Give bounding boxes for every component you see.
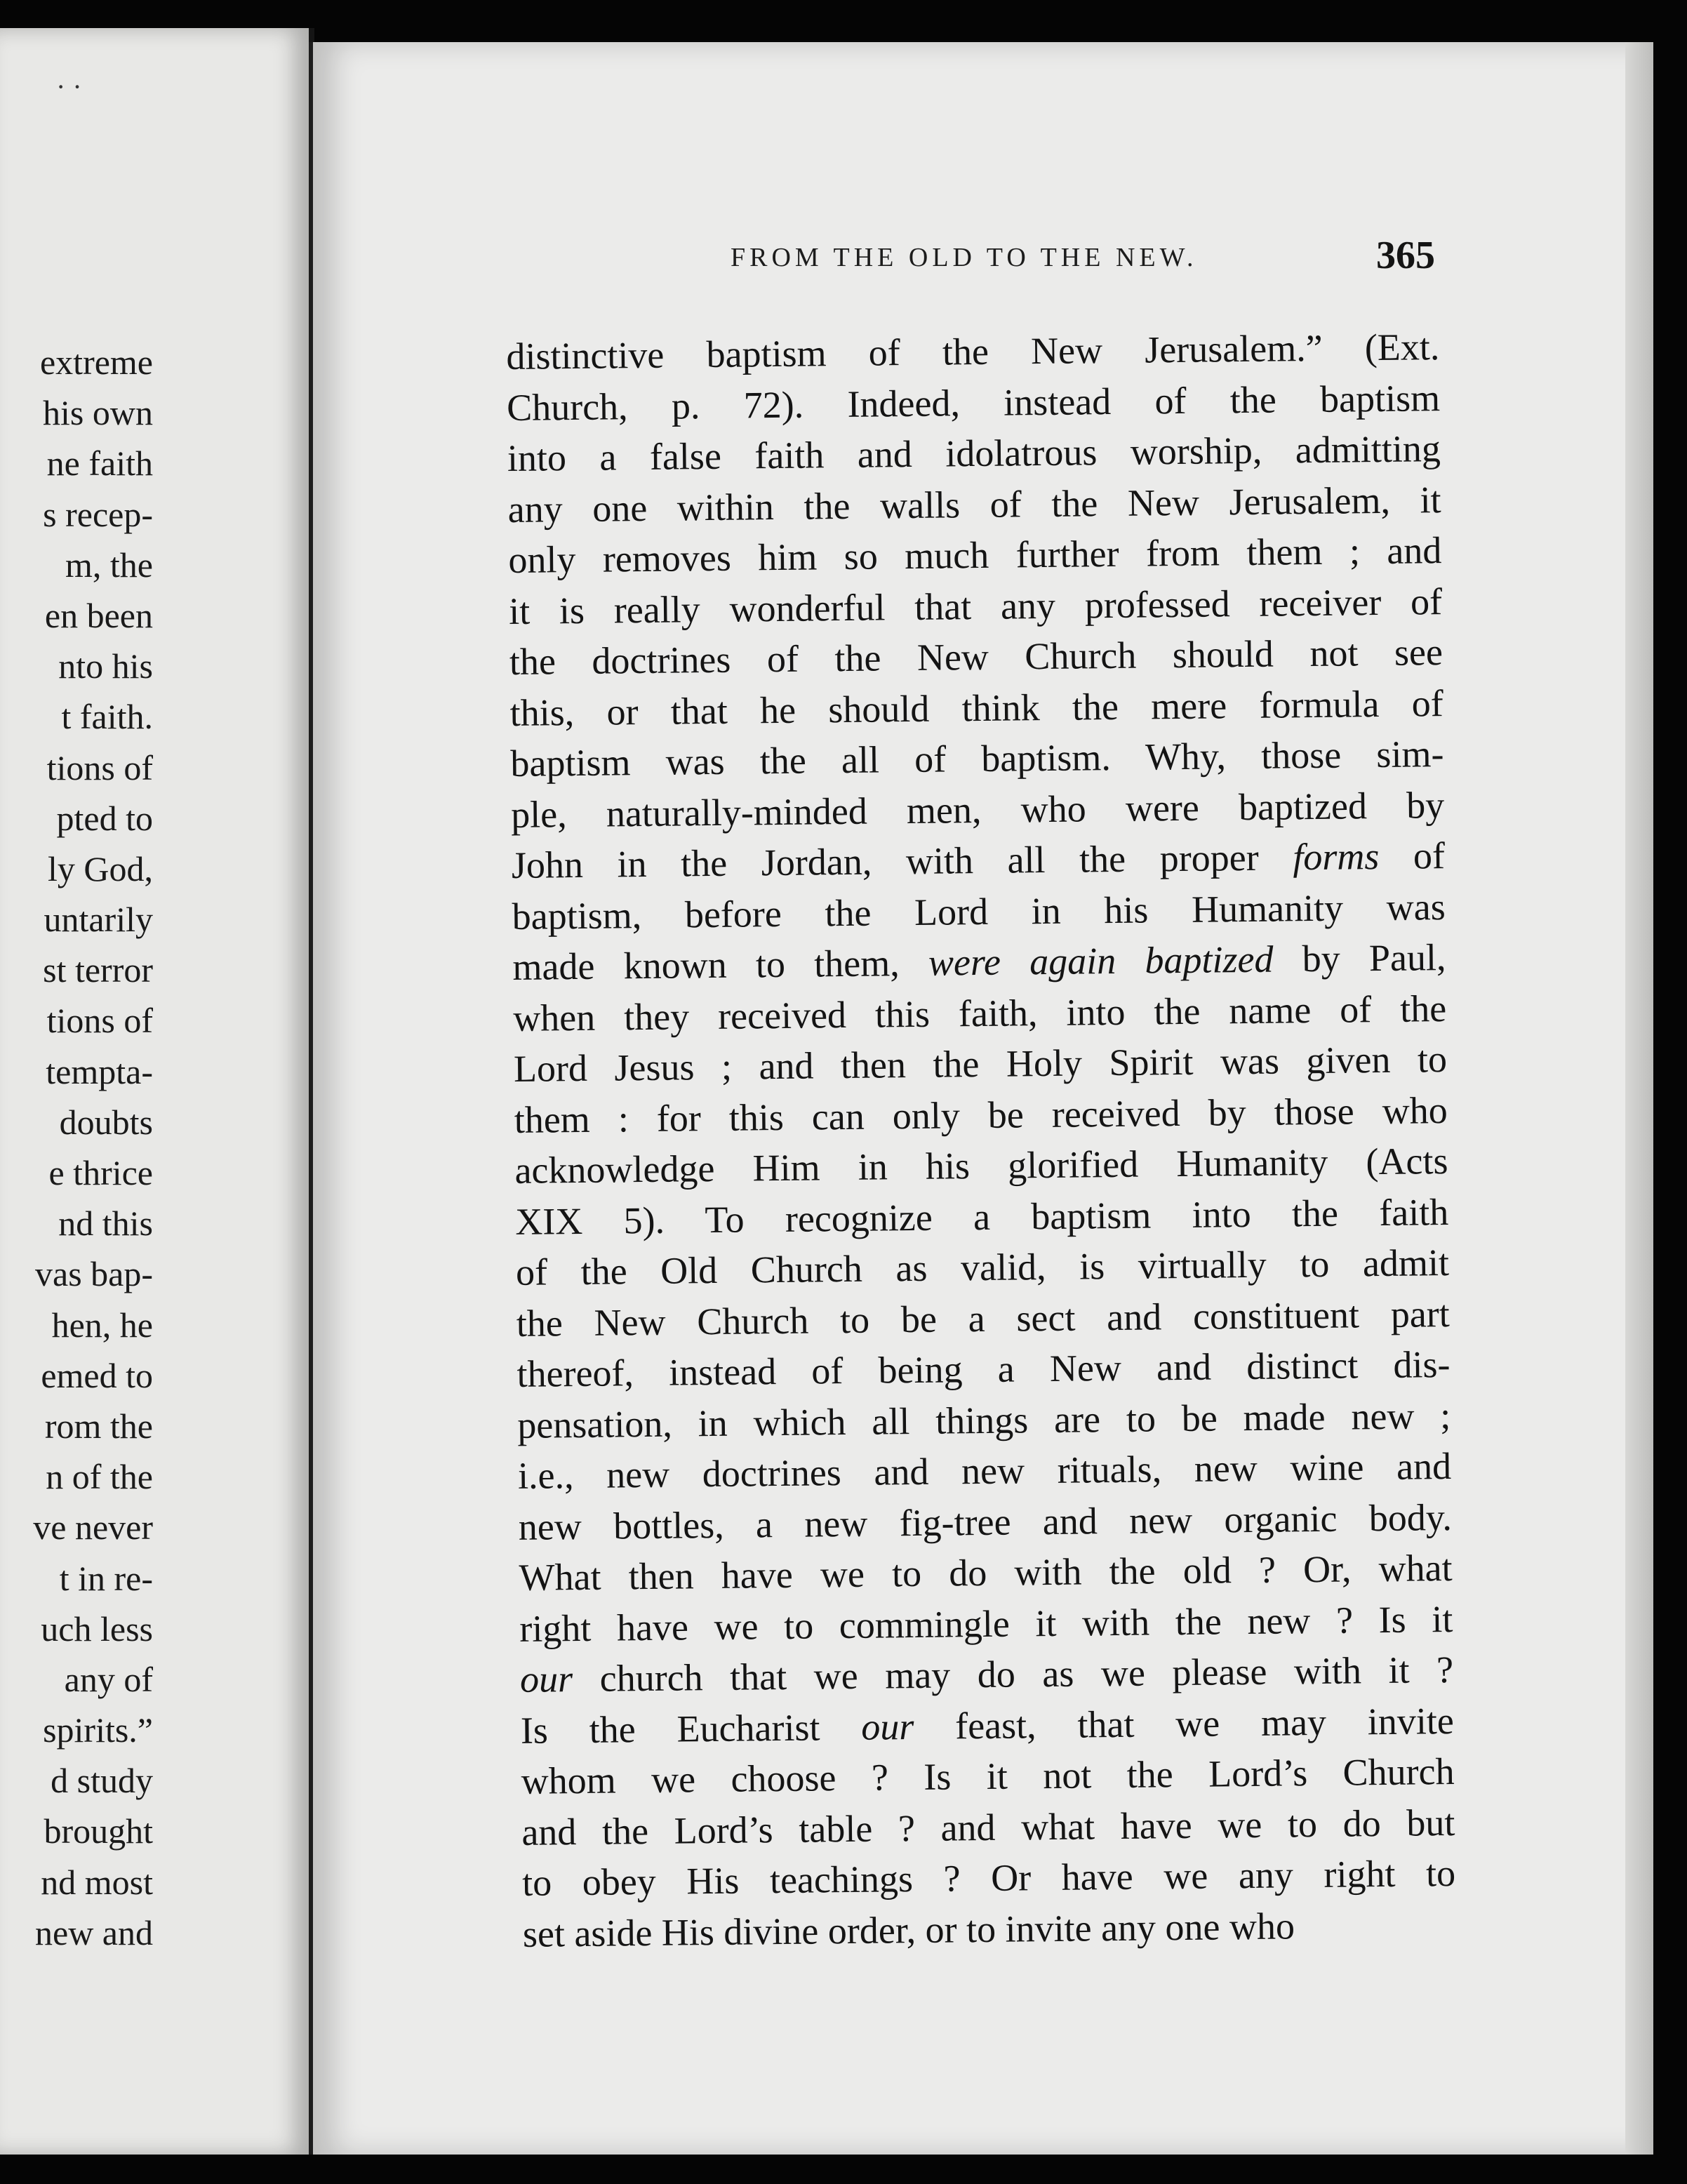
- left-line: nd this: [58, 1204, 153, 1244]
- text-line: it is really wonderful that any professed receiver of: [508, 580, 1443, 632]
- line-text: Is the Eucharist: [520, 1705, 820, 1752]
- left-line: vas bap-: [35, 1254, 153, 1294]
- text-line: distinctive baptism of the New Jerusalem.” (Ext.: [506, 326, 1440, 378]
- text-line: Lord Jesus ; and then the Holy Spirit was given to: [513, 1038, 1448, 1090]
- left-line: brought: [44, 1811, 153, 1851]
- italic-word: were again baptized: [928, 938, 1274, 984]
- text-line: [512, 830, 1446, 891]
- left-page-text: [33, 337, 153, 1958]
- text-line: i.e., new doctrines and new rituals, new wine and: [517, 1444, 1452, 1497]
- left-line: ne faith: [46, 444, 153, 484]
- text-line: XIX 5). To recognize a baptism into the faith: [514, 1190, 1449, 1243]
- running-head: FROM THE OLD TO THE NEW.: [731, 243, 1198, 272]
- left-line: en been: [44, 595, 153, 635]
- left-line: his own: [43, 393, 153, 433]
- text-line: baptism was the all of baptism. Why, those sim-: [510, 733, 1444, 785]
- text-line: Church, p. 72). Indeed, instead of the baptism: [506, 376, 1441, 429]
- left-line: ly God,: [48, 848, 153, 888]
- left-line: st terror: [43, 950, 153, 990]
- left-line: rom the: [44, 1406, 153, 1446]
- left-line: tions of: [46, 1001, 153, 1041]
- text-line: them : for this can only be received by those who: [514, 1088, 1448, 1141]
- text-line: [520, 1644, 1454, 1705]
- line-text: church that we may do as we please with it ?: [599, 1648, 1454, 1700]
- left-line: pted to: [56, 798, 153, 838]
- line-text: by Paul,: [1302, 936, 1446, 980]
- text-line: set aside His divine order, or to invite any one who: [522, 1904, 1295, 1955]
- page-edge: [1625, 42, 1653, 2155]
- italic-word: forms: [1292, 835, 1380, 879]
- left-line: spirits.”: [43, 1710, 153, 1750]
- left-line: t faith.: [61, 697, 153, 737]
- text-line: baptism, before the Lord in his Humanity was: [512, 885, 1446, 938]
- text-line: when they received this faith, into the name of the: [512, 987, 1447, 1039]
- text-line: ple, naturally-minded men, who were baptized by: [510, 783, 1445, 836]
- text-line: of the Old Church as valid, is virtually to admit: [515, 1241, 1450, 1293]
- left-line: d study: [51, 1761, 153, 1801]
- text-line: any one within the walls of the New Jerusalem, it: [507, 478, 1441, 531]
- text-line: right have we to commingle it with the new ? Is it: [519, 1597, 1453, 1650]
- left-line: tions of: [46, 747, 153, 787]
- left-line: untarily: [44, 900, 153, 940]
- page-number: 365: [1376, 234, 1435, 277]
- left-line: new and: [35, 1912, 153, 1952]
- left-line: tempta-: [46, 1051, 153, 1091]
- left-line: extreme: [39, 342, 153, 382]
- right-page: [309, 42, 1653, 2155]
- italic-word: our: [519, 1658, 573, 1700]
- text-line: [520, 1695, 1454, 1755]
- left-page-fragment: [0, 28, 314, 2155]
- line-text: John in the Jordan, with all the proper: [511, 836, 1259, 886]
- left-line: s recep-: [43, 494, 153, 534]
- left-line: uch less: [41, 1609, 153, 1649]
- left-line: nto his: [58, 646, 153, 686]
- text-line: thereof, instead of being a New and distinct dis-: [516, 1343, 1451, 1395]
- text-line: new bottles, a new fig-tree and new organic body.: [518, 1496, 1453, 1548]
- left-line: ve never: [33, 1507, 153, 1547]
- line-text: of: [1413, 834, 1446, 877]
- text-line: only removes him so much further from them ; and: [508, 529, 1442, 581]
- left-line: hen, he: [51, 1305, 153, 1345]
- left-line: doubts: [59, 1102, 153, 1142]
- text-line: and the Lord’s table ? and what have we to do but: [521, 1801, 1455, 1853]
- text-line: whom we choose ? Is it not the Lord’s Church: [521, 1750, 1455, 1802]
- left-line: nd most: [41, 1862, 153, 1902]
- left-line: emed to: [41, 1355, 153, 1395]
- left-line: e thrice: [48, 1153, 153, 1192]
- text-line: the doctrines of the New Church should not see: [509, 631, 1443, 683]
- line-text: feast, that we may invite: [954, 1699, 1455, 1747]
- left-line: m, the: [65, 545, 153, 585]
- text-line: pensation, in which all things are to be made new ;: [517, 1394, 1451, 1446]
- text-line: into a false faith and idolatrous worship, admitting: [507, 427, 1441, 479]
- ink-specks: · ·: [56, 71, 82, 102]
- left-line: t in re-: [59, 1558, 153, 1598]
- text-line: [512, 932, 1446, 992]
- text-line: to obey His teachings ? Or have we any right to: [521, 1851, 1456, 1904]
- text-line: acknowledge Him in his glorified Humanity (Acts: [514, 1140, 1448, 1192]
- text-line: this, or that he should think the mere formula of: [509, 681, 1443, 734]
- line-text: made known to them,: [512, 942, 900, 988]
- body-text: [506, 321, 1456, 1959]
- text-line: What then have we to do with the old ? Or, what: [519, 1546, 1453, 1599]
- text-line: the New Church to be a sect and constituent part: [516, 1292, 1451, 1345]
- left-line: n of the: [46, 1457, 153, 1497]
- left-line: any of: [64, 1659, 153, 1699]
- italic-word: our: [860, 1705, 914, 1748]
